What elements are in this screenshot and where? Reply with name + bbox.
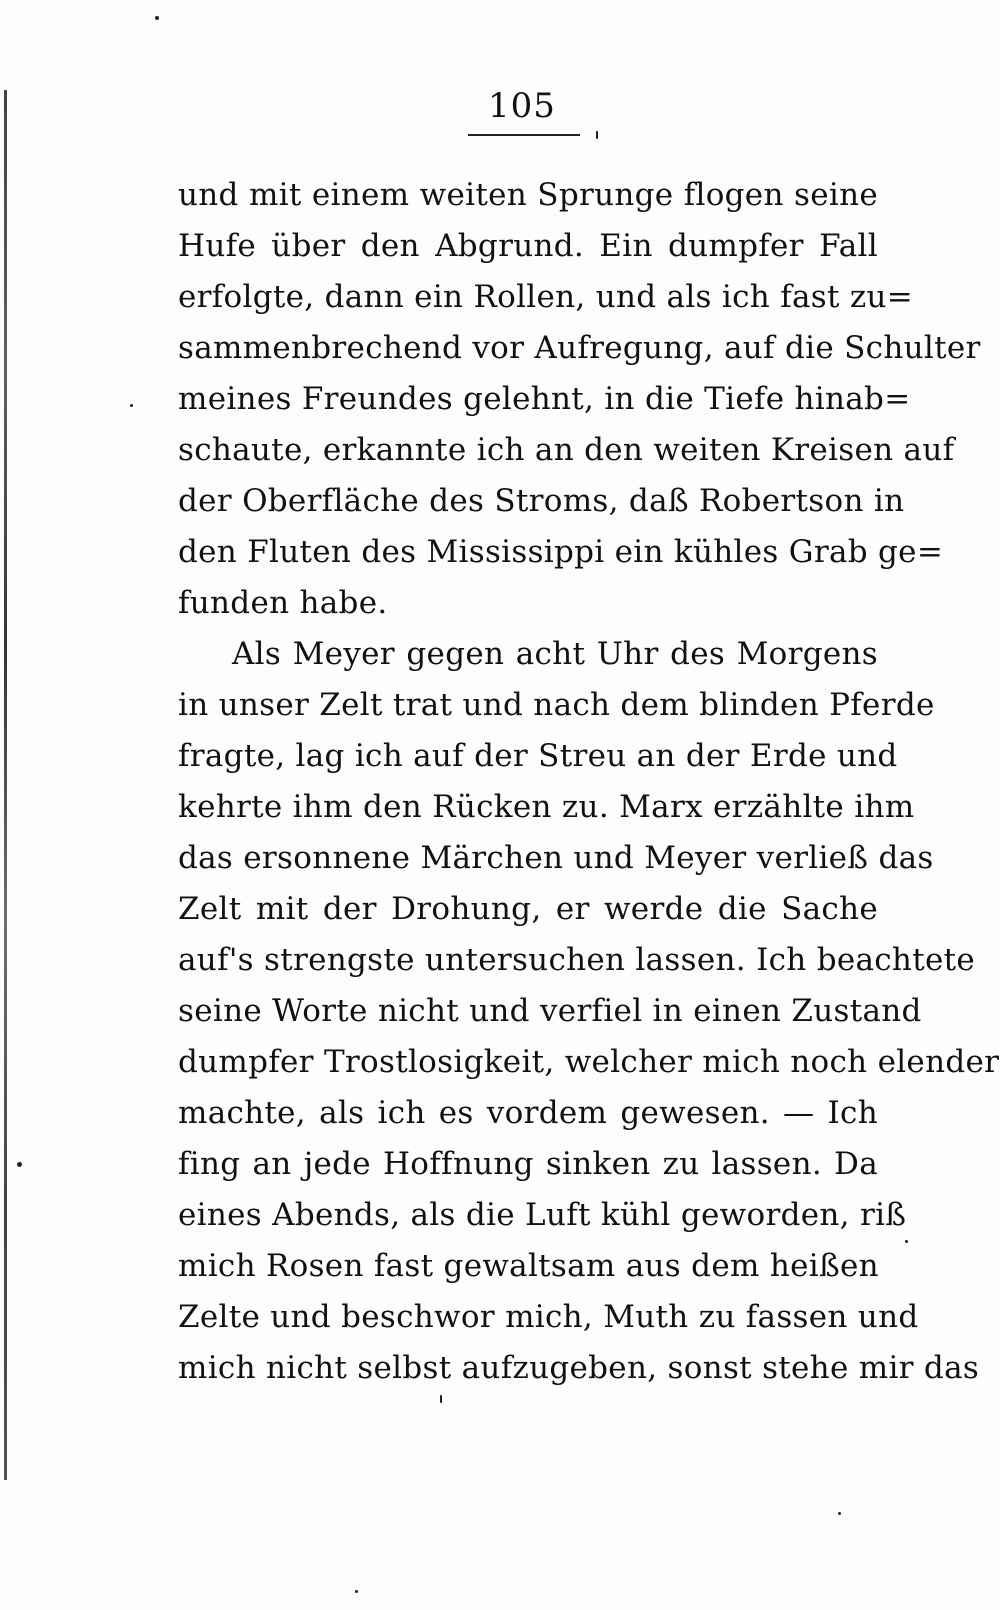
ink-speck: [130, 404, 133, 407]
paragraph-1: [178, 170, 981, 629]
ink-speck: [17, 1162, 22, 1167]
text-line: dumpfer Trostlosigkeit, welcher mich noch elender: [178, 1044, 1000, 1080]
text-line: auf's strengste untersuchen lassen. Ich beachtete: [178, 942, 975, 978]
text-line: eines Abends, als die Luft kühl geworden, riß: [178, 1197, 907, 1233]
text-line: und mit einem weiten Sprunge flogen seine: [178, 177, 878, 213]
body-text: [178, 170, 1000, 1394]
text-line: Hufe über den Abgrund. Ein dumpfer Fall: [178, 228, 878, 264]
text-line: das ersonnene Märchen und Meyer verließ das: [178, 840, 934, 876]
page-number: 105: [488, 86, 556, 126]
text-line: mich nicht selbst aufzugeben, sonst stehe mir das: [178, 1350, 980, 1386]
ink-speck: [440, 1395, 442, 1403]
header-rule: [468, 134, 580, 136]
text-line: kehrte ihm den Rücken zu. Marx erzählte ihm: [178, 789, 915, 825]
text-line: fing an jede Hoffnung sinken zu lassen. Da: [178, 1146, 878, 1182]
ink-speck: [905, 1240, 908, 1243]
text-line: fragte, lag ich auf der Streu an der Erde und: [178, 738, 898, 774]
text-line: den Fluten des Mississippi ein kühles Grab ge=: [178, 534, 944, 570]
text-line: in unser Zelt trat und nach dem blinden Pferde: [178, 687, 935, 723]
text-line: schaute, erkannte ich an den weiten Kreisen auf: [178, 432, 955, 468]
ink-speck: [838, 1512, 841, 1515]
text-line: Zelt mit der Drohung, er werde die Sache: [178, 891, 878, 927]
paragraph-2: [178, 629, 1000, 1394]
ink-speck: [596, 131, 598, 139]
text-line: der Oberfläche des Stroms, daß Robertson in: [178, 483, 905, 519]
text-line: meines Freundes gelehnt, in die Tiefe hinab=: [178, 381, 911, 417]
text-line: machte, als ich es vordem gewesen. — Ich: [178, 1095, 878, 1131]
text-line: funden habe.: [178, 585, 388, 621]
text-line: Zelte und beschwor mich, Muth zu fassen und: [178, 1299, 919, 1335]
text-line: mich Rosen fast gewaltsam aus dem heißen: [178, 1248, 879, 1284]
ink-speck: [155, 16, 159, 20]
text-line: Als Meyer gegen acht Uhr des Morgens: [232, 636, 878, 672]
text-line: sammenbrechend vor Aufregung, auf die Schulter: [178, 330, 981, 366]
text-line: erfolgte, dann ein Rollen, und als ich fast zu=: [178, 279, 914, 315]
page-binding-edge: [4, 90, 7, 1480]
ink-speck: [355, 1590, 358, 1593]
text-line: seine Worte nicht und verfiel in einen Zustand: [178, 993, 922, 1029]
